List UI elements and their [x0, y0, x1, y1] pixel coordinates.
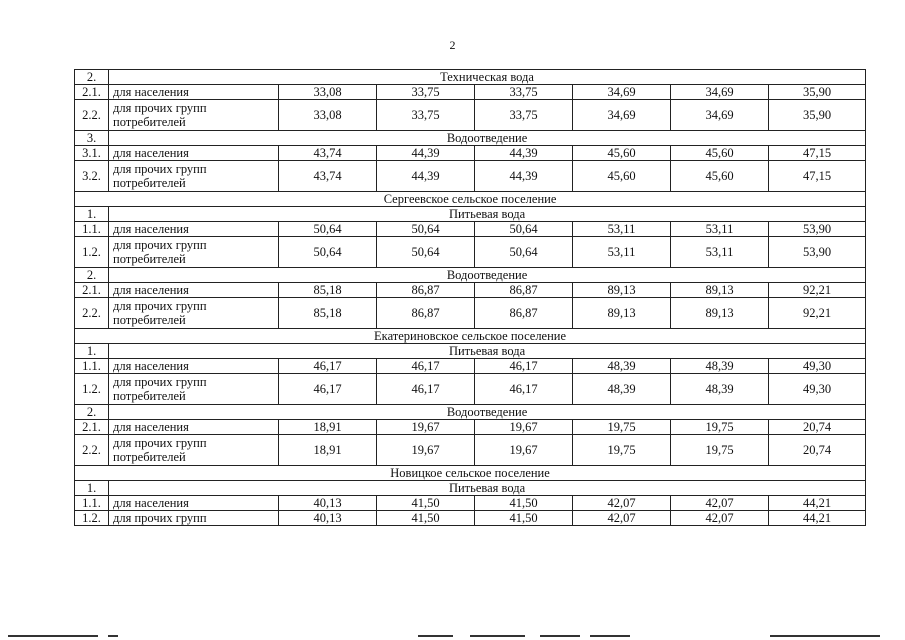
row-number: 3. — [75, 131, 109, 146]
consumer-group-line: для прочих групп — [113, 375, 207, 389]
tariff-value: 19,75 — [573, 420, 671, 435]
tariff-value: 48,39 — [671, 359, 769, 374]
tariff-value: 48,39 — [573, 374, 671, 405]
page-edge-line — [470, 635, 525, 637]
tariff-value: 46,17 — [377, 374, 475, 405]
tariff-value: 86,87 — [377, 298, 475, 329]
consumer-group-line: потребителей — [113, 450, 186, 464]
tariff-value: 47,15 — [769, 161, 866, 192]
page-edge-line — [108, 635, 118, 637]
consumer-group-line: для прочих групп — [113, 162, 207, 176]
row-number: 1.1. — [75, 222, 109, 237]
consumer-group-line: потребителей — [113, 176, 186, 190]
settlement-title: Екатериновское сельское поселение — [75, 329, 866, 344]
consumer-group — [109, 435, 279, 466]
consumer-group — [109, 298, 279, 329]
row-number: 1. — [75, 207, 109, 222]
tariff-value: 50,64 — [279, 222, 377, 237]
tariff-value: 53,11 — [573, 222, 671, 237]
table-row — [75, 374, 866, 405]
consumer-group — [109, 511, 279, 526]
section-title: Водоотведение — [109, 131, 866, 146]
consumer-group-line: для населения — [113, 495, 189, 510]
section-title: Питьевая вода — [109, 207, 866, 222]
settlement-row — [75, 329, 866, 344]
row-number: 2.2. — [75, 298, 109, 329]
consumer-group — [109, 85, 279, 100]
tariff-value: 34,69 — [573, 85, 671, 100]
table-row — [75, 237, 866, 268]
consumer-group-line: для прочих групп — [113, 510, 207, 525]
tariff-value: 33,08 — [279, 85, 377, 100]
tariff-value: 19,75 — [573, 435, 671, 466]
tariff-value: 46,17 — [475, 359, 573, 374]
page-number: 2 — [449, 38, 456, 52]
tariff-value: 42,07 — [671, 511, 769, 526]
tariff-value: 33,08 — [279, 100, 377, 131]
tariff-value: 92,21 — [769, 298, 866, 329]
tariff-value: 92,21 — [769, 283, 866, 298]
tariff-value: 34,69 — [573, 100, 671, 131]
consumer-group-line: для населения — [113, 145, 189, 160]
page-edge-line — [540, 635, 580, 637]
tariff-value: 33,75 — [377, 100, 475, 131]
tariff-value: 34,69 — [671, 85, 769, 100]
tariff-value: 45,60 — [573, 146, 671, 161]
tariff-value: 49,30 — [769, 374, 866, 405]
tariff-value: 45,60 — [671, 146, 769, 161]
tariff-value: 35,90 — [769, 100, 866, 131]
tariff-value: 44,21 — [769, 511, 866, 526]
section-row — [75, 207, 866, 222]
consumer-group-line: для населения — [113, 282, 189, 297]
consumer-group-line: для прочих групп — [113, 299, 207, 313]
row-number: 2.1. — [75, 420, 109, 435]
tariff-value: 41,50 — [377, 496, 475, 511]
tariff-value: 53,11 — [573, 237, 671, 268]
consumer-group-line: для прочих групп — [113, 436, 207, 450]
tariff-value: 53,11 — [671, 222, 769, 237]
consumer-group-line: потребителей — [113, 252, 186, 266]
consumer-group — [109, 496, 279, 511]
table-row — [75, 222, 866, 237]
tariff-value: 41,50 — [475, 511, 573, 526]
table-row — [75, 85, 866, 100]
tariff-table-body — [75, 70, 866, 526]
section-row — [75, 268, 866, 283]
tariff-value: 44,39 — [475, 161, 573, 192]
tariff-value: 44,39 — [377, 161, 475, 192]
tariff-value: 44,39 — [475, 146, 573, 161]
tariff-value: 19,67 — [377, 435, 475, 466]
section-row — [75, 131, 866, 146]
tariff-value: 45,60 — [671, 161, 769, 192]
tariff-value: 89,13 — [573, 283, 671, 298]
tariff-value: 45,60 — [573, 161, 671, 192]
tariff-value: 35,90 — [769, 85, 866, 100]
row-number: 2. — [75, 70, 109, 85]
tariff-value: 19,75 — [671, 435, 769, 466]
tariff-value: 19,67 — [475, 420, 573, 435]
row-number: 3.1. — [75, 146, 109, 161]
tariff-value: 85,18 — [279, 298, 377, 329]
section-row — [75, 481, 866, 496]
tariff-value: 86,87 — [475, 283, 573, 298]
row-number: 2.1. — [75, 85, 109, 100]
table-row — [75, 496, 866, 511]
tariff-value: 18,91 — [279, 435, 377, 466]
tariff-value: 86,87 — [377, 283, 475, 298]
row-number: 1. — [75, 344, 109, 359]
tariff-value: 86,87 — [475, 298, 573, 329]
tariff-value: 41,50 — [377, 511, 475, 526]
tariff-value: 44,21 — [769, 496, 866, 511]
tariff-value: 46,17 — [279, 374, 377, 405]
row-number: 1.1. — [75, 496, 109, 511]
section-row — [75, 405, 866, 420]
tariff-value: 49,30 — [769, 359, 866, 374]
tariff-value: 85,18 — [279, 283, 377, 298]
tariff-value: 53,11 — [671, 237, 769, 268]
tariff-value: 50,64 — [475, 237, 573, 268]
consumer-group-line: потребителей — [113, 115, 186, 129]
settlement-title: Сергеевское сельское поселение — [75, 192, 866, 207]
tariff-value: 19,75 — [671, 420, 769, 435]
tariff-value: 42,07 — [671, 496, 769, 511]
section-title: Водоотведение — [109, 268, 866, 283]
consumer-group-line: для прочих групп — [113, 238, 207, 252]
tariff-value: 53,90 — [769, 237, 866, 268]
table-row — [75, 435, 866, 466]
consumer-group — [109, 374, 279, 405]
table-row — [75, 420, 866, 435]
tariff-value: 19,67 — [377, 420, 475, 435]
tariff-value: 48,39 — [671, 374, 769, 405]
table-row — [75, 283, 866, 298]
row-number: 2. — [75, 405, 109, 420]
page-edge-line — [8, 635, 98, 637]
page-edge-line — [590, 635, 630, 637]
row-number: 1. — [75, 481, 109, 496]
row-number: 1.1. — [75, 359, 109, 374]
section-row — [75, 70, 866, 85]
consumer-group-line: потребителей — [113, 389, 186, 403]
tariff-value: 44,39 — [377, 146, 475, 161]
tariff-value: 89,13 — [671, 283, 769, 298]
consumer-group-line: для населения — [113, 84, 189, 99]
tariff-value: 40,13 — [279, 496, 377, 511]
tariff-value: 20,74 — [769, 420, 866, 435]
tariff-value: 47,15 — [769, 146, 866, 161]
section-title: Питьевая вода — [109, 481, 866, 496]
consumer-group — [109, 420, 279, 435]
page-edge-line — [770, 635, 880, 637]
tariff-value: 33,75 — [475, 85, 573, 100]
consumer-group — [109, 283, 279, 298]
table-row — [75, 146, 866, 161]
section-title: Питьевая вода — [109, 344, 866, 359]
row-number: 2. — [75, 268, 109, 283]
table-row — [75, 511, 866, 526]
table-row — [75, 100, 866, 131]
tariff-value: 20,74 — [769, 435, 866, 466]
consumer-group — [109, 146, 279, 161]
consumer-group-line: потребителей — [113, 313, 186, 327]
tariff-value: 42,07 — [573, 496, 671, 511]
row-number: 2.1. — [75, 283, 109, 298]
tariff-value: 43,74 — [279, 146, 377, 161]
tariff-value: 50,64 — [377, 222, 475, 237]
tariff-value: 18,91 — [279, 420, 377, 435]
section-title: Техническая вода — [109, 70, 866, 85]
tariff-value: 53,90 — [769, 222, 866, 237]
consumer-group-line: для прочих групп — [113, 101, 207, 115]
row-number: 1.2. — [75, 511, 109, 526]
consumer-group — [109, 359, 279, 374]
tariff-value: 46,17 — [377, 359, 475, 374]
tariff-value: 34,69 — [671, 100, 769, 131]
page-edge-line — [418, 635, 453, 637]
row-number: 1.2. — [75, 374, 109, 405]
tariff-value: 48,39 — [573, 359, 671, 374]
row-number: 3.2. — [75, 161, 109, 192]
table-row — [75, 359, 866, 374]
tariff-value: 43,74 — [279, 161, 377, 192]
table-row — [75, 161, 866, 192]
row-number: 2.2. — [75, 100, 109, 131]
tariff-value: 89,13 — [671, 298, 769, 329]
section-row — [75, 344, 866, 359]
tariff-table — [74, 69, 866, 526]
settlement-row — [75, 192, 866, 207]
tariff-value: 50,64 — [475, 222, 573, 237]
tariff-value: 33,75 — [377, 85, 475, 100]
tariff-value: 42,07 — [573, 511, 671, 526]
consumer-group-line: для населения — [113, 358, 189, 373]
row-number: 2.2. — [75, 435, 109, 466]
tariff-value: 50,64 — [377, 237, 475, 268]
consumer-group — [109, 237, 279, 268]
consumer-group — [109, 222, 279, 237]
table-row — [75, 298, 866, 329]
tariff-value: 46,17 — [279, 359, 377, 374]
row-number: 1.2. — [75, 237, 109, 268]
section-title: Водоотведение — [109, 405, 866, 420]
settlement-row — [75, 466, 866, 481]
tariff-value: 46,17 — [475, 374, 573, 405]
settlement-title: Новицкое сельское поселение — [75, 466, 866, 481]
tariff-value: 40,13 — [279, 511, 377, 526]
consumer-group-line: для населения — [113, 221, 189, 236]
tariff-value: 50,64 — [279, 237, 377, 268]
consumer-group — [109, 161, 279, 192]
consumer-group — [109, 100, 279, 131]
tariff-value: 33,75 — [475, 100, 573, 131]
tariff-value: 41,50 — [475, 496, 573, 511]
consumer-group-line: для населения — [113, 419, 189, 434]
tariff-value: 89,13 — [573, 298, 671, 329]
tariff-value: 19,67 — [475, 435, 573, 466]
